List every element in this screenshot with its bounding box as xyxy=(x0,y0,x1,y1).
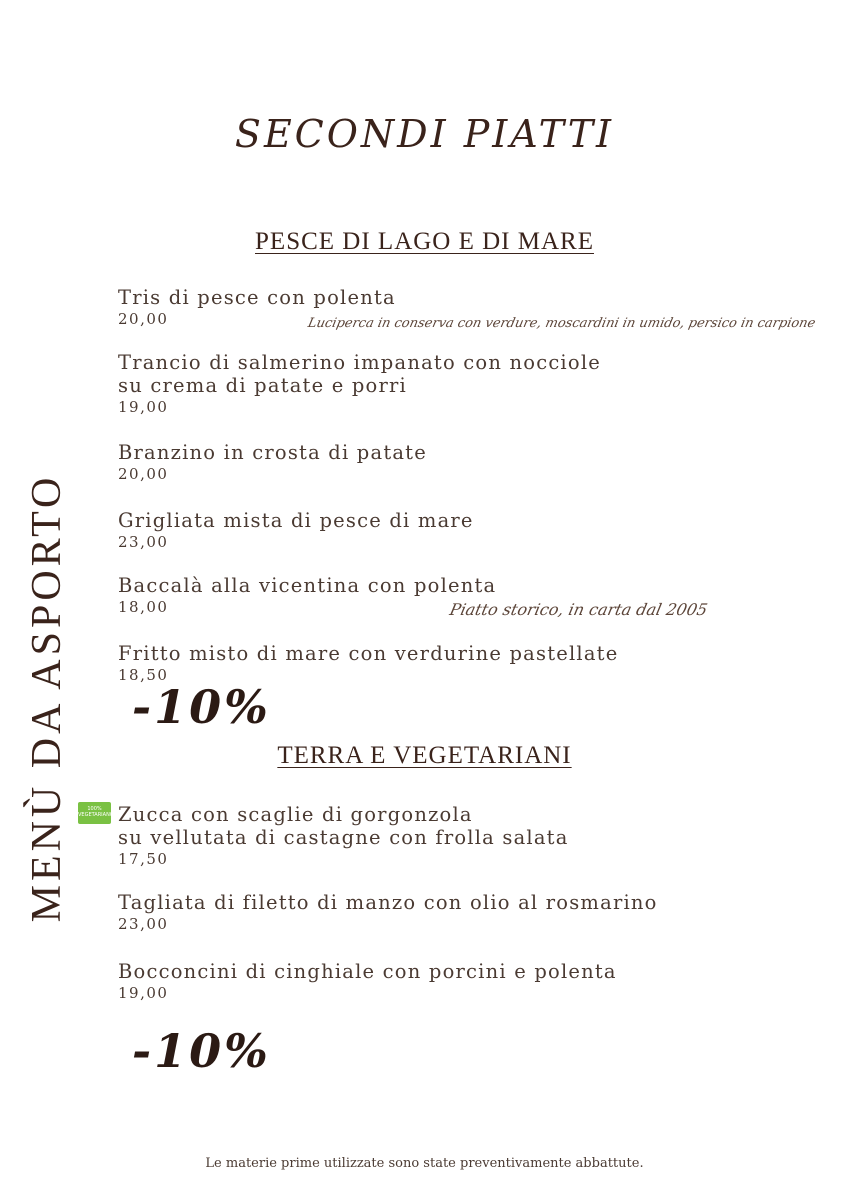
item-price: 18,50 xyxy=(118,666,169,684)
item-name: Grigliata mista di pesce di mare xyxy=(118,509,474,532)
menu-item-grigliata xyxy=(118,509,474,553)
item-name: Trancio di salmerino impanato con nocciole xyxy=(118,351,601,374)
side-title: MENÙ DA ASPORTO xyxy=(24,473,70,923)
item-price: 20,00 xyxy=(118,465,169,483)
item-name: Branzino in crosta di patate xyxy=(118,441,427,464)
footer-note: Le materie prime utilizzate sono state preventivamente abbattute. xyxy=(205,1156,644,1171)
item-price: 23,00 xyxy=(118,915,169,933)
item-name-line2: su vellutata di castagne con frolla salata xyxy=(118,826,569,849)
item-name: Zucca con scaglie di gorgonzola xyxy=(118,803,473,826)
discount-badge: -10% xyxy=(132,1024,271,1078)
section-title-fish: PESCE DI LAGO E DI MARE xyxy=(255,228,594,255)
item-name: Tris di pesce con polenta xyxy=(118,286,396,309)
section-title-meat-veg: TERRA E VEGETARIANI xyxy=(277,742,572,769)
menu-item-zucca xyxy=(118,803,569,870)
menu-item-bocconcini xyxy=(118,960,617,1004)
item-note: Piatto storico, in carta dal 2005 xyxy=(447,600,710,619)
menu-item-baccala xyxy=(118,574,496,618)
item-price: 19,00 xyxy=(118,984,169,1002)
item-price: 18,00 xyxy=(118,598,169,616)
discount-badge: -10% xyxy=(132,680,271,734)
item-name: Fritto misto di mare con verdurine pastellate xyxy=(118,642,619,665)
item-name: Bocconcini di cinghiale con porcini e polenta xyxy=(118,960,617,983)
item-price: 19,00 xyxy=(118,398,169,416)
item-price: 17,50 xyxy=(118,850,169,868)
menu-item-tagliata xyxy=(118,891,658,935)
item-price: 23,00 xyxy=(118,533,169,551)
item-name: Tagliata di filetto di manzo con olio al rosmarino xyxy=(118,891,658,914)
item-name-line2: su crema di patate e porri xyxy=(118,374,407,397)
item-price: 20,00 xyxy=(118,310,169,328)
vegetarian-badge-icon: 100% VEGETARIANO xyxy=(78,802,111,824)
item-note: Luciperca in conserva con verdure, moscardini in umido, persico in carpione xyxy=(306,316,817,331)
page-title: SECONDI PIATTI xyxy=(234,112,615,156)
menu-item-salmerino xyxy=(118,351,601,418)
item-name: Baccalà alla vicentina con polenta xyxy=(118,574,497,597)
menu-item-branzino xyxy=(118,441,427,485)
